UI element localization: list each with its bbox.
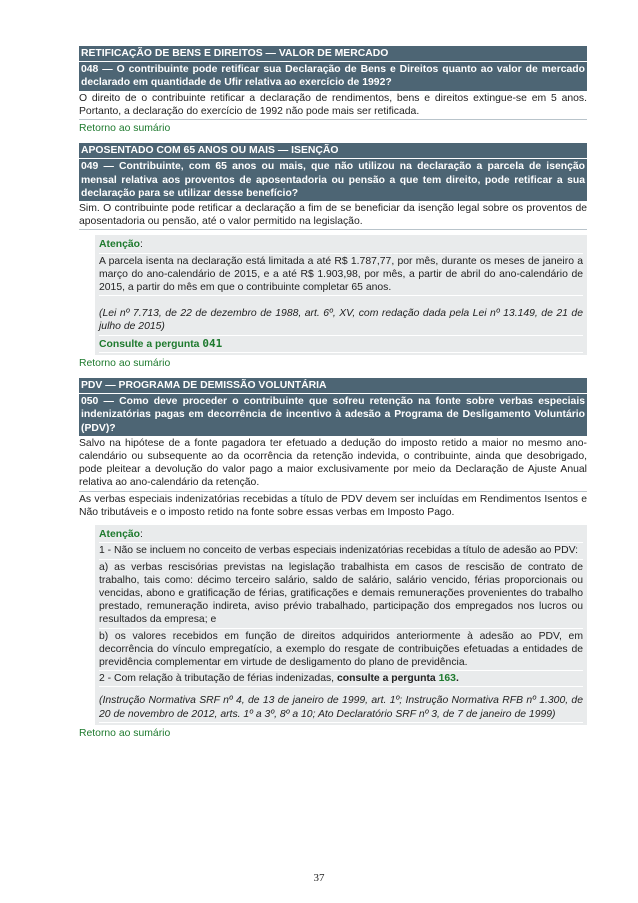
attention-note bbox=[95, 525, 587, 725]
consult-label: Consulte a pergunta bbox=[99, 338, 200, 350]
note-item: b) os valores recebidos em função de direitos adquiridos anteriormente à adesão ao PDV, em decorrência do vínculo empregatício, a exemplo do resgate de contribuições efetuadas a entidades de previdência complementar em virtude de desligamento do plano de previdência. bbox=[99, 629, 583, 672]
legal-reference: (Lei nº 7.713, de 22 de dezembro de 1988, art. 6º, XV, com redação dada pela Lei nº 13.149, de 21 de julho de 2015) bbox=[99, 306, 583, 335]
return-to-summary-link[interactable]: Retorno ao sumário bbox=[79, 727, 171, 739]
note-title-label: Atenção bbox=[99, 529, 140, 541]
consult-question-number[interactable]: 041 bbox=[202, 336, 223, 350]
answer-paragraph: O direito de o contribuinte retificar a declaração de rendimentos, bens e direitos extingue-se em 5 anos. Portanto, a declaração do exercício de 1992 não pode mais ser retificada. bbox=[79, 91, 587, 120]
consult-reference bbox=[99, 336, 583, 353]
question-050: 050 — Como deve proceder o contribuinte que sofreu retenção na fonte sobre verbas especiais indenizatórias pagas em decorrência de incentivo à adesão a Programa de Desligamento Voluntário (PDV)? bbox=[79, 394, 587, 436]
section-header: RETIFICAÇÃO DE BENS E DIREITOS — VALOR DE MERCADO bbox=[79, 46, 587, 62]
note-title-label: Atenção bbox=[99, 239, 140, 251]
note-item-2-consult: consulte a pergunta bbox=[336, 673, 436, 685]
note-item: a) as verbas rescisórias previstas na legislação trabalhista em casos de rescisão de contrato de trabalho, tais como: décimo terceiro salário, saldo de salário, salário vencido, férias proporcionais ou vencidas, abono e gratificação de férias, gratificações e demais remunerações provenientes do trabalho prestado, remuneração indireta, aviso prévio trabalhado, participação dos empregados nos lucros ou resultados da empresa; e bbox=[99, 560, 583, 629]
note-text: A parcela isenta na declaração está limitada a até R$ 1.787,77, por mês, durante os meses de janeiro a março do ano-calendário de 2015, e a até R$ 1.903,98, por mês, a partir de abril do ano-calendário de 2015, a partir do mês em que o contribuinte completar 65 anos. bbox=[99, 254, 583, 297]
return-to-summary-link[interactable]: Retorno ao sumário bbox=[79, 123, 171, 135]
question-049: 049 — Contribuinte, com 65 anos ou mais, que não utilizou na declaração a parcela de isenção mensal relativa aos proventos de aposentadoria ou pensão a que tem direito, pode retificar a sua declaração para se utilizar desse benefício? bbox=[79, 159, 587, 201]
section-048 bbox=[79, 46, 587, 137]
note-title bbox=[99, 237, 583, 253]
note-item-2 bbox=[99, 671, 583, 687]
question-048: 048 — O contribuinte pode retificar sua Declaração de Bens e Direitos quanto ao valor de mercado declarado em quantidade de Ufir relativa ao exercício de 1992? bbox=[79, 62, 587, 90]
note-title-suffix: : bbox=[140, 239, 143, 251]
legal-reference: (Instrução Normativa SRF nº 4, de 13 de janeiro de 1999, art. 1º; Instrução Normativa RFB nº 1.300, de 20 de novembro de 2012, arts. 1º a 3º, 8º a 10; Ato Declaratório SRF nº 3, de 7 de janeiro de 1999) bbox=[99, 693, 583, 722]
page-content bbox=[79, 46, 587, 742]
consult-question-number[interactable]: 163 bbox=[438, 673, 456, 685]
page-number: 37 bbox=[313, 872, 325, 884]
answer-paragraph: Salvo na hipótese de a fonte pagadora ter efetuado a dedução do imposto retido a maior no mesmo ano-calendário ou subsequente ao da ocorrência da retenção indevida, o contribuinte, ainda que desobrigado, pode pleitear a devolução do valor pago a maior exclusivamente por meio da Declaração de Ajuste Anual relativa ao ano-calendário da retenção. bbox=[79, 436, 587, 492]
attention-note bbox=[95, 235, 587, 354]
answer-paragraph: Sim. O contribuinte pode retificar a declaração a fim de se beneficiar da isenção legal sobre os proventos de aposentadoria ou pensão, até o valor permitido na legislação. bbox=[79, 201, 587, 230]
return-to-summary-link[interactable]: Retorno ao sumário bbox=[79, 357, 171, 369]
section-050 bbox=[79, 378, 587, 742]
section-header: PDV — PROGRAMA DE DEMISSÃO VOLUNTÁRIA bbox=[79, 378, 587, 394]
note-title-suffix: : bbox=[140, 529, 143, 541]
note-item-2-prefix: 2 - Com relação à tributação de férias indenizadas, bbox=[99, 673, 335, 685]
note-item-2-suffix: . bbox=[455, 673, 459, 685]
section-header: APOSENTADO COM 65 ANOS OU MAIS — ISENÇÃO bbox=[79, 143, 587, 159]
note-title bbox=[99, 527, 583, 543]
note-item: 1 - Não se incluem no conceito de verbas especiais indenizatórias recebidas a título de adesão ao PDV: bbox=[99, 543, 583, 559]
section-049 bbox=[79, 143, 587, 372]
answer-paragraph: As verbas especiais indenizatórias recebidas a título de PDV devem ser incluídas em Rendimentos Isentos e Não tributáveis e o imposto retido na fonte sobre essas verbas em Imposto Pago. bbox=[79, 493, 587, 518]
